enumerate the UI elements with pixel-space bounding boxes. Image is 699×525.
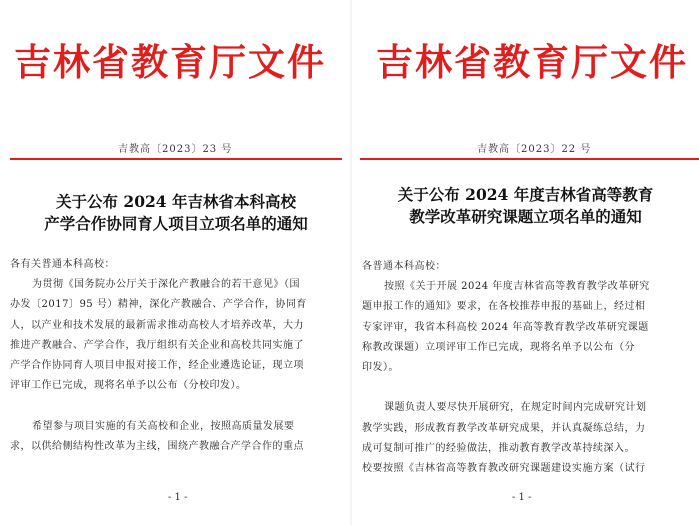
left-page-number: - 1 - [168,492,188,503]
left-notice-title-line1: 关于公布 2024 年吉林省本科高校 [56,192,296,211]
right-body-line: 教学实践，形成教育教学改革研究成果，并认真凝练总结，力 [362,422,646,434]
right-body-line: 成可复制可推广的经验做法，推动教育教学改革持续深入。 [362,442,635,454]
right-document-header: 吉林省教育厅文件 [376,40,688,84]
left-body-line: 产学合作协同育人项目申报对接工作，经企业遴选论证，现立项 [10,360,304,372]
left-body-line: 希望参与项目实施的有关高校和企业，按照高质量发展要 [32,420,295,432]
left-body-line: 评审工作已完成，现将名单予以公布（分校印发）。 [10,380,247,392]
right-notice-body [362,257,699,479]
left-document-header: 吉林省教育厅文件 [14,40,326,84]
left-salutation: 各有关普通本科高校： [10,259,115,270]
left-body-line: 人，以产业和技术发展的最新需求推动高校人才培养改革，大力 [10,319,304,331]
right-document-page [352,0,699,525]
right-body-line: 题申报工作的通知》要求，在各校推荐申报的基础上，经过相 [362,301,646,313]
left-notice-title-line2: 产学合作协同育人项目立项名单的通知 [44,214,308,233]
left-body-line: 推进产教融合、产学合作，我厅组织有关企业和高校共同实施了 [10,339,304,351]
right-header-divider [360,158,699,160]
right-document-number: 吉教高〔2023〕22 号 [477,144,592,155]
left-body-line: 求，以供给侧结构性改革为主线，围绕产教融合产学合作的重点 [10,440,304,452]
right-body-line: 按照《关于开展 2024 年度吉林省高等教育教学改革研究 [384,281,650,293]
right-body-line: 称教改课题）立项评审工作已完成，现将名单予以公布（分 [362,341,635,353]
right-body-line: 校要按照《吉林省高等教育教改研究课题建设实施方案（试行 [362,463,646,475]
right-notice-title [352,184,699,228]
left-notice-title [0,191,352,235]
left-paragraph-gap [10,396,350,416]
right-salutation: 各普通本科高校： [362,261,446,272]
left-document-number: 吉教高〔2023〕23 号 [118,144,233,155]
right-body-line: 课题负责人要尽快开展研究，在规定时间内完成研究计划 [384,402,647,414]
right-paragraph-gap [362,378,699,398]
right-page-number: - 1 - [512,492,532,503]
left-body-line: 办发〔2017〕95 号）精神，深化产教融合、产学合作，协同育 [10,299,307,311]
right-body-line: 专家评审，我省本科高校 2024 年高等教育教学改革研究课题 [362,321,649,333]
left-notice-body [10,255,350,457]
right-body-line: 印发）。 [362,362,399,374]
right-notice-title-line2: 教学改革研究课题立项名单的通知 [409,207,642,226]
left-body-line: 为贯彻《国务院办公厅关于深化产教融合的若干意见》（国 [32,279,300,291]
right-notice-title-line1: 关于公布 2024 年度吉林省高等教育 [397,185,654,204]
left-header-divider [10,158,342,160]
